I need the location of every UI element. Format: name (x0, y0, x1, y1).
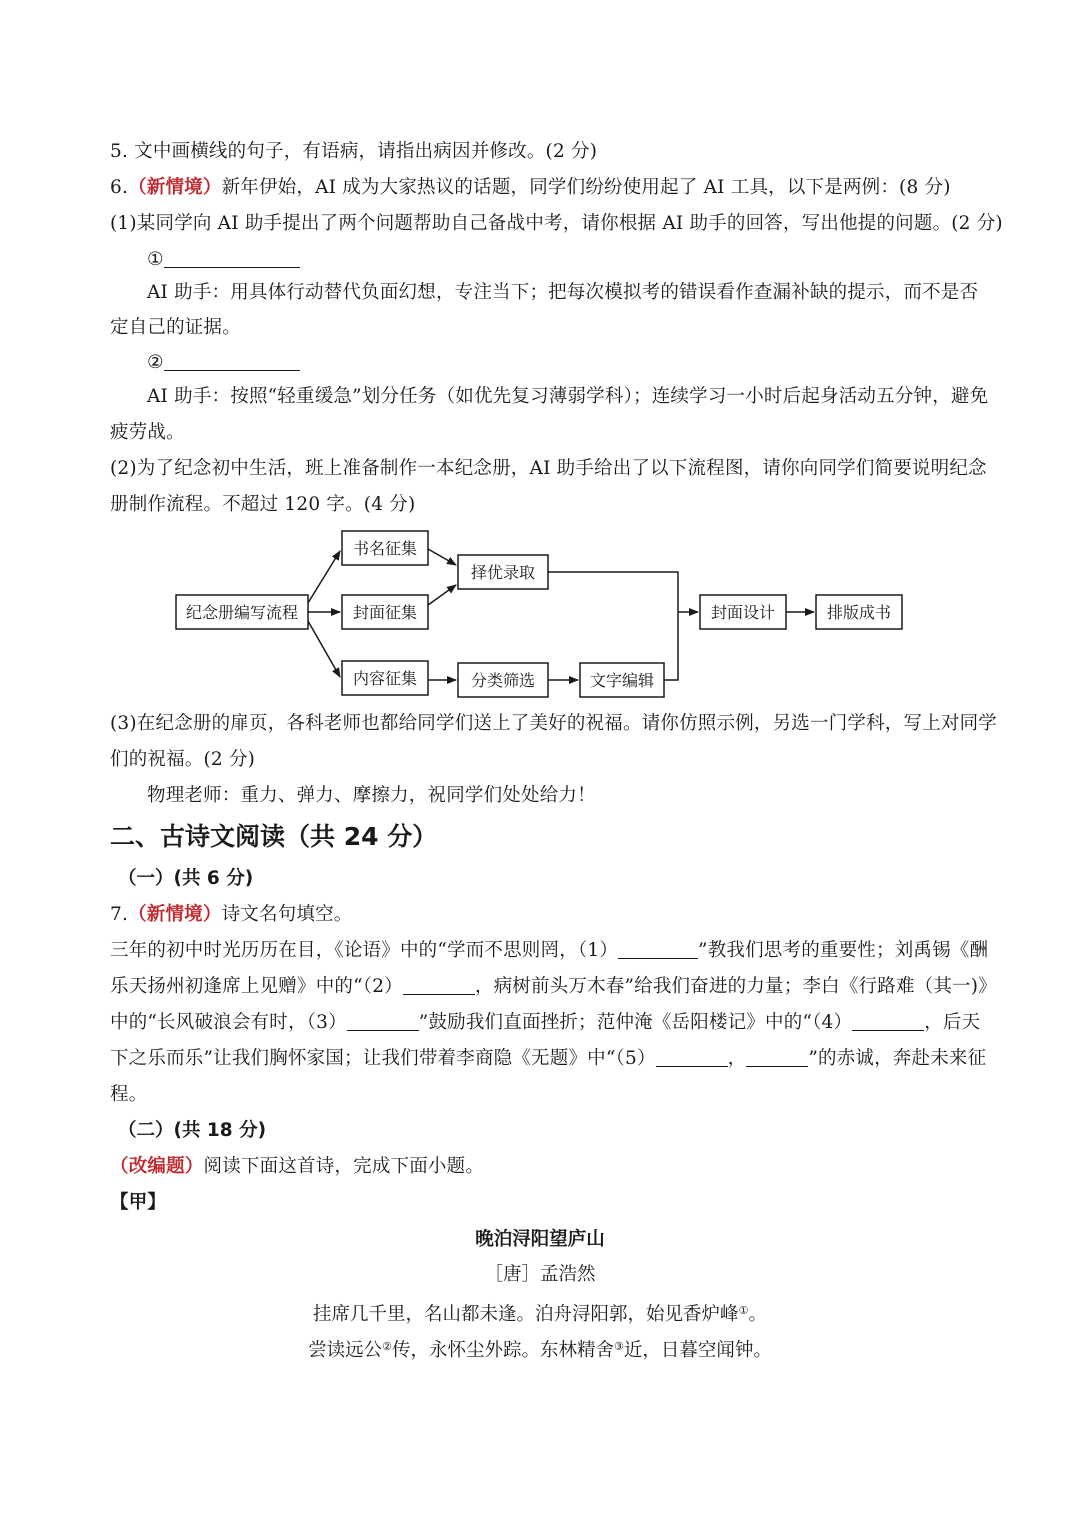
passage-label-jia: 【甲】 (110, 1192, 167, 1213)
fill-blank-2[interactable] (403, 974, 475, 995)
question-6-part3-line1: (3)在纪念册的扉页，各科老师也都给同学们送上了美好的祝福。请你仿照示例，另选一门学科，写上对同学 (110, 713, 998, 734)
subsection-2-heading: （二）(共 18 分) (118, 1120, 267, 1141)
subsection-1-heading: （一）(共 6 分) (118, 868, 254, 889)
question-6-text: 新年伊始，AI 成为大家热议的话题，同学们纷纷使用起了 AI 工具，以下是两例：(8 分) (221, 177, 951, 198)
q7-line4-part-a: 下之乐而乐”让我们胸怀家国；让我们带着李商隐《无题》中“（5） (110, 1048, 656, 1069)
answer-blank-2 (147, 350, 1017, 376)
poem-author: ［唐］孟浩然 (484, 1264, 596, 1285)
poem-line-2-text-c: 近，日暮空闻钟。 (623, 1340, 772, 1361)
ai-answer-1-line1: AI 助手：用具体行动替代负面幻想，专注当下；把每次模拟考的错误看作查漏补缺的提示，而不是否 (147, 282, 979, 303)
flow-node-start-label: 纪念册编写流程 (185, 603, 299, 622)
q7-line4-part-b: ， (727, 1048, 747, 1069)
question-8-text: 阅读下面这首诗，完成下面小题。 (203, 1156, 485, 1177)
blank-2-label: ② (147, 352, 164, 373)
fill-blank-4[interactable] (852, 1010, 924, 1031)
arrow-start-to-content (308, 621, 340, 677)
arrow-title-to-select (428, 549, 456, 565)
fill-blank-5b[interactable] (746, 1046, 808, 1067)
question-7-line4 (110, 1046, 987, 1072)
memorial-book-flowchart (170, 525, 910, 705)
question-6-part3-line2: 们的祝福。(2 分) (110, 749, 256, 770)
section-2-title: 二、古诗文阅读（共 24 分） (110, 822, 438, 851)
poem-title: 晚泊浔阳望庐山 (475, 1229, 605, 1250)
q7-line1-part-a: 三年的初中时光历历在目，《论语》中的“学而不思则罔，（1） (110, 940, 619, 961)
footnote-marker-2: ② (382, 1340, 392, 1353)
q7-line4-part-c: ”的赤诚，奔赴未来征 (808, 1048, 987, 1069)
poem-line-1-text: 挂席几千里，名山都未逢。泊舟浔阳郭，始见香炉峰 (313, 1304, 739, 1325)
blessing-example: 物理老师：重力、弹力、摩擦力，祝同学们处处给力！ (147, 785, 596, 806)
question-8-tag: （改编题） (110, 1156, 204, 1177)
q7-line2-part-a: 乐天扬州初逢席上见赠》中的“（2） (110, 976, 403, 997)
flow-node-layout-book-label: 排版成书 (826, 603, 892, 622)
flow-node-layout-book (816, 595, 902, 629)
question-7-line2 (110, 974, 997, 1000)
connector-select-down (548, 572, 678, 612)
flow-node-cover-design-label: 封面设计 (710, 603, 776, 622)
flow-node-cover-design (700, 595, 786, 629)
poem-line-1-end: 。 (748, 1304, 767, 1325)
question-6-part1: (1)某同学向 AI 助手提出了两个问题帮助自己备战中考，请你根据 AI 助手的回答，写出他提的问题。(2 分) (110, 213, 1003, 234)
flow-node-start (176, 595, 308, 629)
q7-line3-part-c: ，后天 (924, 1012, 981, 1033)
q7-line2-part-b: ，病树前头万木春”给我们奋进的力量；李白《行路难（其一)》 (474, 976, 997, 997)
flow-node-classify (458, 663, 548, 697)
question-6-number: 6. (110, 177, 129, 198)
question-7-text: 诗文名句填空。 (221, 904, 353, 925)
footnote-marker-1: ① (738, 1304, 749, 1317)
arrow-start-to-title (308, 551, 340, 603)
flow-node-cover-collect-label: 封面征集 (352, 603, 418, 622)
fill-blank-1[interactable] (618, 938, 698, 959)
arrow-cover-to-select (428, 585, 456, 605)
question-5: 5. 文中画横线的句子，有语病，请指出病因并修改。(2 分) (110, 141, 598, 162)
flow-node-text-edit-label: 文字编辑 (589, 671, 655, 690)
q7-line3-part-a: 中的“长风破浪会有时，（3） (110, 1012, 347, 1033)
fill-blank-5a[interactable] (656, 1046, 728, 1067)
poem-line-2 (0, 1334, 1080, 1364)
flow-node-select-best-label: 择优录取 (470, 563, 536, 582)
poem-line-2-text-a: 尝读远公 (308, 1340, 383, 1361)
question-6-part2-line1: (2)为了纪念初中生活，班上准备制作一本纪念册，AI 助手给出了以下流程图，请你向同学们简要说明纪念 (110, 458, 987, 479)
blank-1-line (164, 247, 300, 268)
flow-node-title-collect (342, 531, 428, 565)
footnote-marker-3: ③ (614, 1340, 624, 1353)
connector-edit-up (664, 612, 678, 680)
question-7-number: 7. (110, 904, 129, 925)
flow-node-content-collect-label: 内容征集 (352, 669, 418, 688)
poem-line-1 (0, 1298, 1080, 1328)
q7-line1-part-b: ”教我们思考的重要性；刘禹锡《酬 (698, 940, 989, 961)
flow-node-select-best (458, 555, 548, 589)
answer-blank-1 (147, 247, 1017, 273)
question-7-line1 (110, 938, 989, 964)
ai-answer-2-line2: 疲劳战。 (110, 422, 185, 443)
ai-answer-1-line2: 定自己的证据。 (110, 317, 241, 338)
flow-node-title-collect-label: 书名征集 (352, 539, 418, 558)
flow-node-content-collect (342, 661, 428, 695)
question-7-line3 (110, 1010, 980, 1036)
flow-node-text-edit (580, 663, 664, 697)
question-6-tag: （新情境） (128, 177, 222, 198)
fill-blank-3[interactable] (347, 1010, 419, 1031)
q7-line3-part-b: ”鼓励我们直面挫折；范仲淹《岳阳楼记》中的“（4） (418, 1012, 853, 1033)
blank-2-line (164, 350, 300, 371)
question-6-part2-line2: 册制作流程。不超过 120 字。(4 分) (110, 494, 416, 515)
question-8-intro (110, 1154, 980, 1180)
question-7-tag: （新情境） (128, 904, 222, 925)
ai-answer-2-line1: AI 助手：按照“轻重缓急”划分任务（如优先复习薄弱学科）；连续学习一小时后起身活动五分钟，避免 (147, 386, 989, 407)
poem-line-2-text-b: 传，永怀尘外踪。东林精舍 (391, 1340, 614, 1361)
question-7-line5: 程。 (110, 1084, 148, 1105)
question-6-intro (110, 175, 980, 201)
blank-1-label: ① (147, 249, 164, 270)
flow-node-classify-label: 分类筛选 (470, 671, 536, 690)
flow-node-cover-collect (342, 595, 428, 629)
question-7-intro (110, 902, 980, 928)
